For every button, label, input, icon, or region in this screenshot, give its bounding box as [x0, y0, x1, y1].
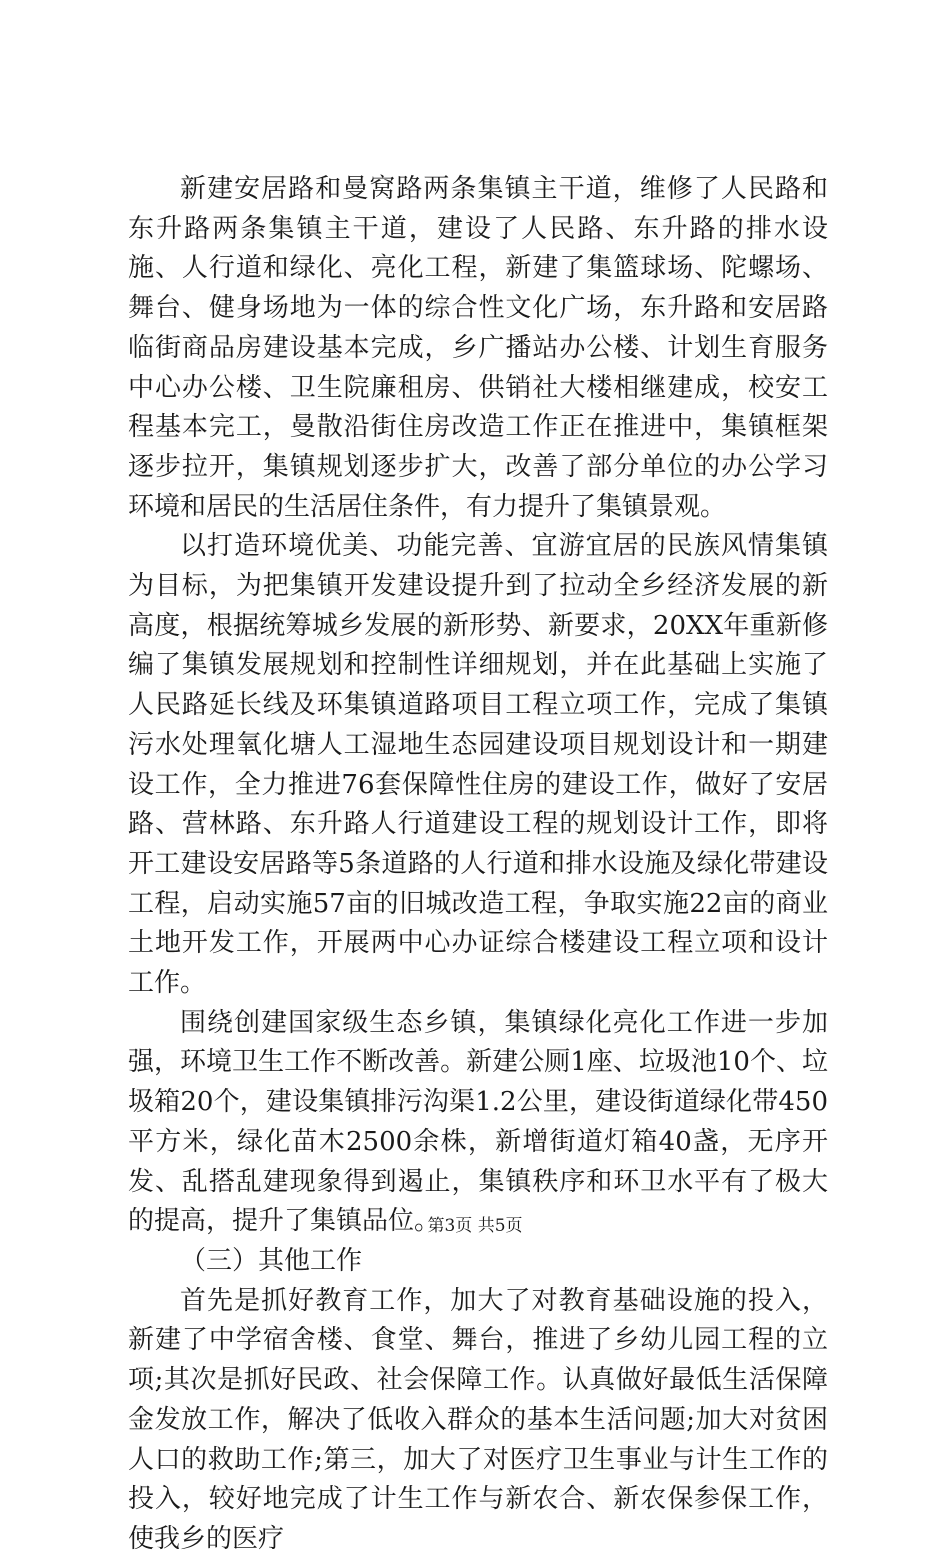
paragraph-town-roads: 新建安居路和曼窝路两条集镇主干道，维修了人民路和东升路两条集镇主干道，建设了人民路、东升路的排水设施、人行道和绿化、亮化工程，新建了集篮球场、陀螺场、舞台、健身场地为一体的综合性文化广场，东升路和安居路临街商品房建设基本完成，乡广播站办公楼、计划生育服务中心办公楼、卫生院廉租房、供销社大楼相继建成，校安工程基本完工，曼散沿街住房改造工作正在推进中，集镇框架逐步拉开，集镇规划逐步扩大，改善了部分单位的办公学习环境和居民的生活居住条件，有力提升了集镇景观。: [128, 174, 828, 522]
document-body: [128, 170, 828, 1560]
section-heading-other-work: （三）其他工作: [180, 1245, 363, 1276]
page-number-footer: 第3页 共5页: [427, 1216, 523, 1236]
paragraph-eco-township: 围绕创建国家级生态乡镇，集镇绿化亮化工作进一步加强，环境卫生工作不断改善。新建公厕1座、垃圾池10个、垃圾箱20个，建设集镇排污沟渠1.2公里，建设街道绿化带450平方米，绿化苗木2500余株，新增街道灯箱40盏，无序开发、乱搭乱建现象得到遏止，集镇秩序和环卫水平有了极大的提高，提升了集镇品位。: [128, 1007, 828, 1237]
paragraph-town-planning: 以打造环境优美、功能完善、宜游宜居的民族风情集镇为目标，为把集镇开发建设提升到了拉动全乡经济发展的新高度，根据统筹城乡发展的新形势、新要求，20XX年重新修编了集镇发展规划和控制性详细规划，并在此基础上实施了人民路延长线及环集镇道路项目工程立项工作，完成了集镇污水处理氧化塘人工湿地生态园建设项目规划设计和一期建设工作，全力推进76套保障性住房的建设工作，做好了安居路、营林路、东升路人行道建设工程的规划设计工作，即将开工建设安居路等5条道路的人行道和排水设施及绿化带建设工程，启动实施57亩的旧城改造工程，争取实施22亩的商业土地开发工作，开展两中心办证综合楼建设工程立项和设计工作。: [128, 531, 828, 999]
paragraph-education-welfare: 首先是抓好教育工作，加大了对教育基础设施的投入，新建了中学宿舍楼、食堂、舞台，推进了乡幼儿园工程的立项;其次是抓好民政、社会保障工作。认真做好最低生活保障金发放工作，解决了低收入群众的基本生活问题;加大对贫困人口的救助工作;第三，加大了对医疗卫生事业与计生工作的投入，较好地完成了计生工作与新农合、新农保参保工作，使我乡的医疗: [128, 1285, 828, 1554]
